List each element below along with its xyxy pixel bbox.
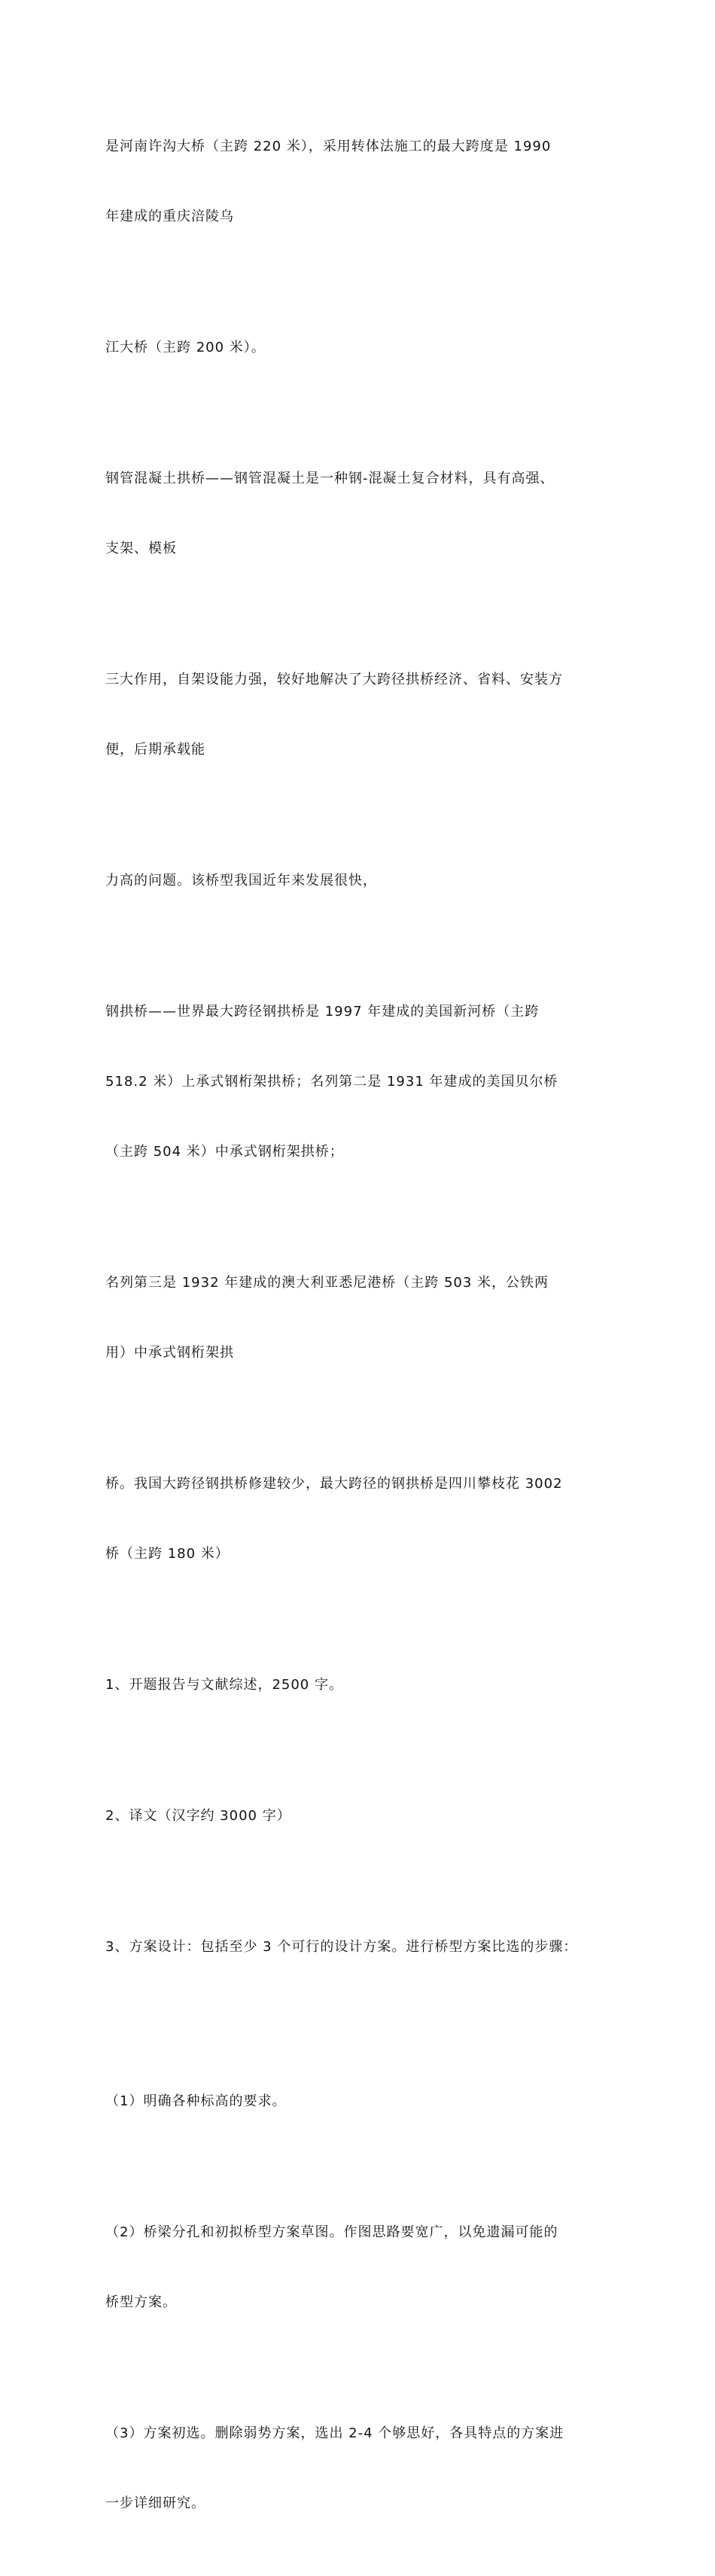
- text-line: 名列第三是 1932 年建成的澳大利亚悉尼港桥（主跨 503 米，公铁两: [105, 1275, 549, 1291]
- text-line: （主跨 504 米）中承式钢桁架拱桥；: [105, 1144, 344, 1160]
- text-line: 三大作用，自架设能力强，较好地解决了大跨径拱桥经济、省料、安装方: [105, 672, 563, 687]
- paragraph-sydney-bridge: [105, 1224, 625, 1411]
- step-item-preliminary-selection: [105, 2375, 625, 2562]
- text-line: 桥。我国大跨径钢拱桥修建较少，最大跨径的钢拱桥是四川攀枝花 3002: [105, 1476, 563, 1492]
- text-line: 是河南许沟大桥（主跨 220 米），采用转体法施工的最大跨度是 1990: [105, 139, 552, 154]
- text-line: 江大桥（主跨 200 米）。: [105, 340, 266, 355]
- text-line: 钢管混凝土拱桥——钢管混凝土是一种钢-混凝土复合材料，具有高强、: [105, 471, 555, 486]
- text-line: 钢拱桥——世界最大跨径钢拱桥是 1997 年建成的美国新河桥（主跨: [105, 1004, 540, 1020]
- text-line: （3）方案初选。删除弱势方案，选出 2-4 个够思好，各具特点的方案进: [105, 2425, 564, 2441]
- text-line: 便，后期承载能: [105, 742, 205, 758]
- paragraph-cfst-arch: [105, 420, 625, 607]
- text-line: 一步详细研究。: [105, 2495, 205, 2511]
- text-line: 力高的问题。该桥型我国近年来发展很快，: [105, 873, 377, 889]
- step-item-span-sketch: [105, 2174, 625, 2361]
- list-item-translation: [105, 1757, 625, 1874]
- text-line: 2、译文（汉字约 3000 字）: [105, 1808, 291, 1824]
- text-line: 1、开题报告与文献综述，2500 字。: [105, 1677, 343, 1693]
- text-line: 用）中承式钢桁架拱: [105, 1345, 234, 1361]
- text-line: 桥型方案。: [105, 2294, 177, 2310]
- document-body: [105, 88, 625, 2576]
- text-line: 3、方案设计：包括至少 3 个可行的设计方案。进行桥型方案比选的步骤：: [105, 1939, 578, 1955]
- paragraph-steel-arch: [105, 953, 625, 1210]
- text-line: （2）桥梁分孔和初拟桥型方案草图。作图思路要宽广，以免遗漏可能的: [105, 2224, 558, 2240]
- paragraph-wujiang-bridge: [105, 289, 625, 406]
- text-line: 支架、模板: [105, 541, 177, 556]
- text-line: （1）明确各种标高的要求。: [105, 2093, 287, 2109]
- list-item-scheme-design: [105, 1889, 625, 2005]
- list-item-proposal-report: [105, 1626, 625, 1743]
- paragraph-development: [105, 822, 625, 939]
- paragraph-three-functions: [105, 621, 625, 808]
- step-item-elevation: [105, 2043, 625, 2160]
- text-line: 桥（主跨 180 米）: [105, 1546, 230, 1562]
- paragraph-xugou-bridge: [105, 88, 625, 275]
- text-line: 年建成的重庆涪陵乌: [105, 209, 234, 224]
- paragraph-panzhihua-bridge: [105, 1425, 625, 1612]
- text-line: 518.2 米）上承式钢桁架拱桥；名列第二是 1931 年建成的美国贝尔桥: [105, 1074, 558, 1090]
